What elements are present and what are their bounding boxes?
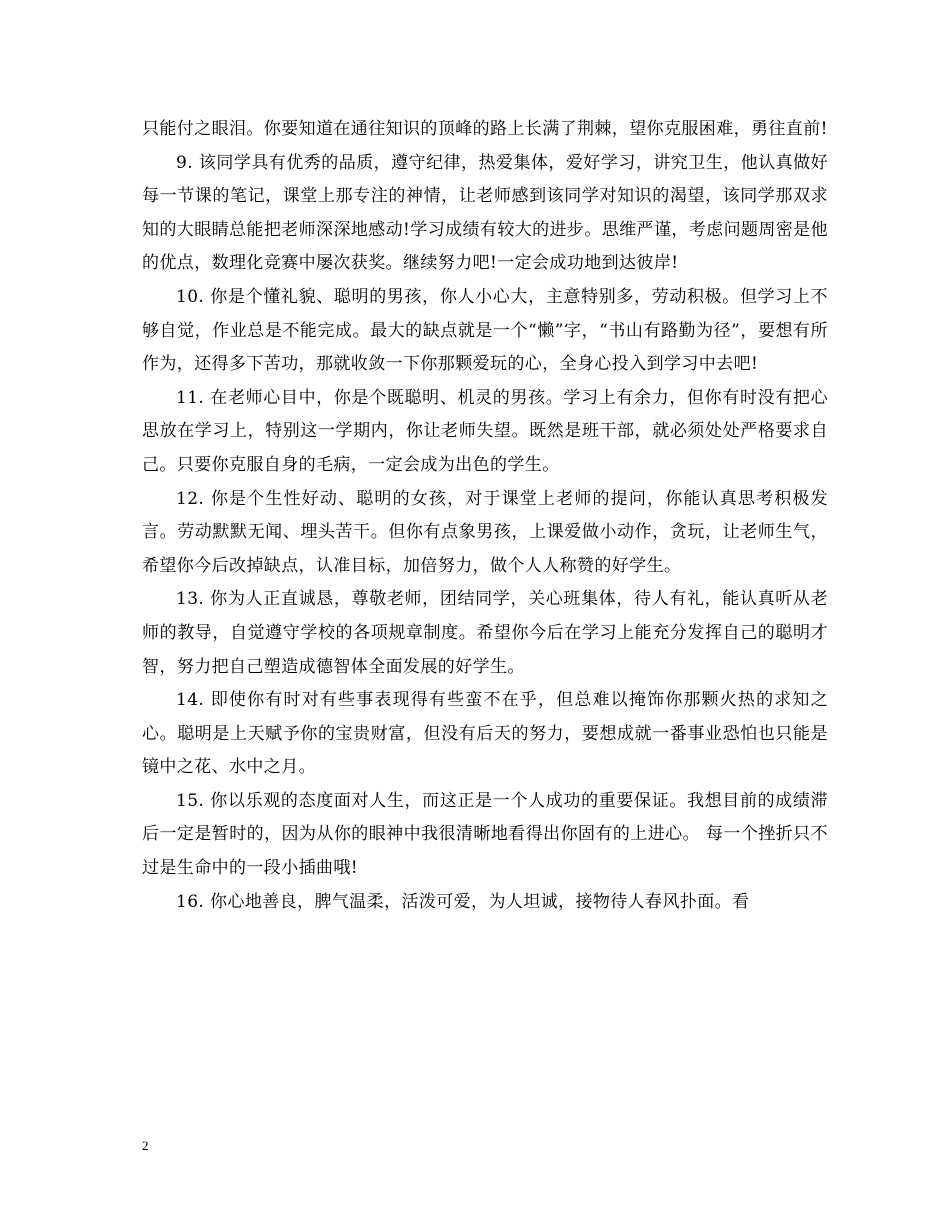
paragraph-comment-13: 13. 你为人正直诚恳，尊敬老师，团结同学，关心班集体，待人有礼，能认真听从老师的教导，自觉遵守学校的各项规章制度。希望你今后在学习上能充分发挥自己的聪明才智，努力把自己塑造成德智体全面发展的好学生。 bbox=[142, 589, 828, 677]
paragraph-comment-10: 10. 你是个懂礼貌、聪明的男孩，你人小心大，主意特别多，劳动积极。但学习上不够自觉，作业总是不能完成。最大的缺点就是一个“懒”字，“书山有路勤为径”，要想有所作为，还得多下苦功，那就收敛一下你那颗爱玩的心，全身心投入到学习中去吧! bbox=[142, 286, 828, 375]
paragraph-comment-15: 15. 你以乐观的态度面对人生，而这正是一个人成功的重要保证。我想目前的成绩滞后一定是暂时的，因为从你的眼神中我很清晰地看得出你固有的上进心。 每一个挫折只不过是生命中的一段小插曲哦! bbox=[142, 790, 828, 879]
paragraph-comment-9: 9. 该同学具有优秀的品质，遵守纪律，热爱集体，爱好学习，讲究卫生，他认真做好每一节课的笔记，课堂上那专注的神情，让老师感到该同学对知识的渴望，该同学那双求知的大眼睛总能把老师深深地感动!学习成绩有较大的进步。思维严谨，考虑问题周密是他的优点，数理化竞赛中屡次获奖。继续努力吧!一定会成功地到达彼岸! bbox=[142, 152, 828, 274]
paragraph-comment-14: 14. 即使你有时对有些事表现得有些蛮不在乎，但总难以掩饰你那颗火热的求知之心。聪明是上天赋予你的宝贵财富，但没有后天的努力，要想成就一番事业恐怕也只能是镜中之花、水中之月。 bbox=[142, 690, 828, 778]
paragraph-comment-11: 11. 在老师心目中，你是个既聪明、机灵的男孩。学习上有余力，但你有时没有把心思放在学习上，特别这一学期内，你让老师失望。既然是班干部，就必须处处严格要求自己。只要你克服自身的毛病，一定会成为出色的学生。 bbox=[142, 387, 828, 475]
document-body bbox=[142, 113, 828, 919]
paragraph-comment-12: 12. 你是个生性好动、聪明的女孩，对于课堂上老师的提问，你能认真思考积极发言。劳动默默无闻、埋头苦干。但你有点象男孩，上课爱做小动作，贪玩，让老师生气，希望你今后改掉缺点，认准目标，加倍努力，做个人人称赞的好学生。 bbox=[142, 488, 828, 576]
page-number: 2 bbox=[142, 1138, 149, 1153]
paragraph-continuation: 只能付之眼泪。你要知道在通往知识的顶峰的路上长满了荆棘，望你克服困难，勇往直前! bbox=[142, 119, 828, 139]
paragraph-comment-16: 16. 你心地善良，脾气温柔，活泼可爱，为人坦诚，接物待人春风扑面。看 bbox=[176, 891, 750, 912]
